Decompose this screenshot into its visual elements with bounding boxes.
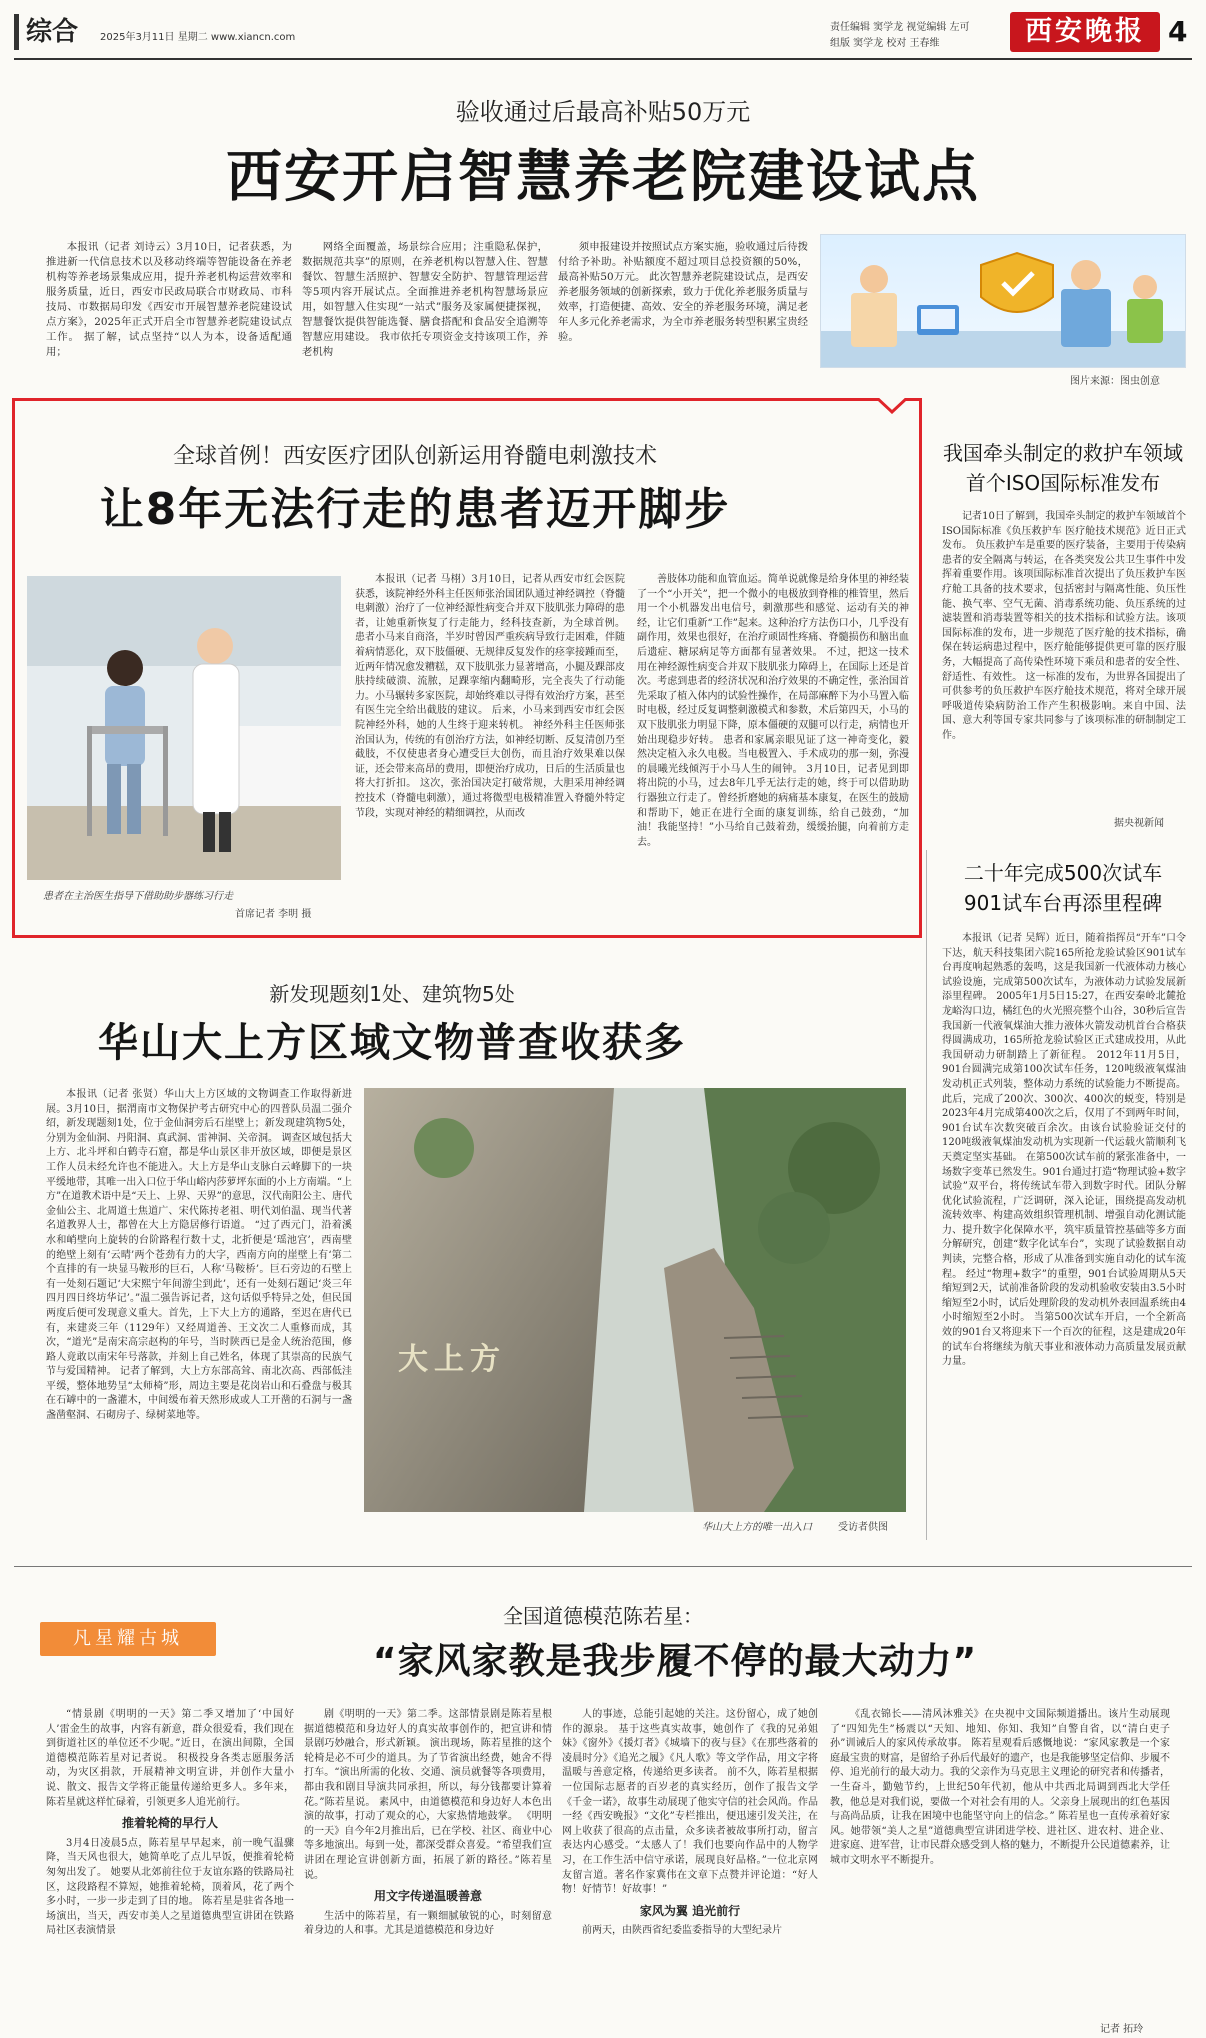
corner-chevron-icon [877, 398, 907, 414]
story6-col4: 《乱衣锦长——清风沐雅关》在央视中文国际频道播出。该片生动展现了“四知先生”杨震以“天知、地知、你知、我知”自警自省，以“清白吏子孙”训诫后人的家风传承故事。 陈若星观看后感慨地说：“家风家教是一个家庭最宝贵的财富，是留给子孙后代最好的遗产，也是我能够坚定信仰、步履不停、追光前行的最大动力。我的父亲作为马克思主义理论的研究者和传播者，一生奋斗，勤勉节约，上世纪50年代初，他从中共西北局调到西北大学任教，他总是对我们说，要做一个对社会有用的人。父亲身上展现出的红色基因与高尚品质，让我在困境中也能坚守向上的信念。” 陈若星也一直传承着好家风。她带领“美人之星”道德典型宣讲团进学校、进社区、进农村、进企业、进家庭、进军营，让市民群众感受到人格的魅力，不断提升公民道德素养，让城市文明水平不断提升。 [830, 1709, 1170, 1866]
story1-col3: 须申报建设并按照试点方案实施，验收通过后待拨付给予补助。补贴额度不超过项目总投资额的50%，最高补贴50万元。 此次智慧养老院建设试点，是西安养老服务领域的创新探索，致力于优化养老服务质量与效率，打造便捷、高效、安全的养老服务环境，满足老年人多元化养老需求，为全市养老服务转型积累宝贵经验。 [558, 241, 808, 343]
story3-body: 记者10日了解到，我国牵头制定的救护车领域首个ISO国际标准《负压救护车 医疗舱技术规范》近日正式发布。 负压救护车是重要的医疗装备，主要用于传染病患者的安全隔离与转运，在各类突发公共卫生事件中发挥着重要作用。该项国际标准首次提出了负压救护车医疗舱工具备的技术要求，包括密封与隔离性能、负压性能、换气率、空气无菌、消毒系统功能、负压系统的过滤装置和消毒装置等相关的技术指标和试验方法。该项国际标准的发布，进一步规范了医疗舱的技术指标，确保在转运病患过程中，医疗舱能够提供更可靠的医疗服务，大幅提高了高传染性环境下乘员和患者的安全性、舒适性、有效性。 这一标准的发布，为世界各国提出了可供参考的负压救护车医疗舱技术规范，将对全球开展呼吸道传染病防治工作产生积极影响。来自中国、法国、意大利等国专家共同参与了该项标准的研制制定工作。 [942, 511, 1186, 741]
story2-col1: 本报讯（记者 马栩）3月10日，记者从西安市红会医院获悉，该院神经外科主任医师张治国团队通过神经调控（脊髓电刺激）治疗了一位神经源性病变合并双下肢肌张力障碍的患者，让她重新恢复了行走能力，经科技查新，为全球首例。 患者小马来自商洛，半岁时曾因严重疾病导致行走困难，伴随着病情恶化，双下肢僵硬、无规律反复发作的痉挛接踵而至，近两年情况愈发糟糕，双下肢肌张力显著增高，小腿及踝部皮肤持续破溃、流脓，足踝挛缩内翻畸形，完全丧失了行动能力。小马辗转多家医院，却始终难以寻得有效治疗方案，甚至有医生完全给出截肢的建议。 后来，小马来到西安市红会医院神经外科，她的人生终于迎来转机。 神经外科主任医师张治国认为，传统的有创治疗方法，如神经切断、反复清创乃至截肢，不仅使患者身心遭受巨大创伤，而且治疗效果难以保证，还会带来高昂的费用，即便治疗成功，日后的生活质量也将大打折扣。 这次，张治国决定打破常规，大胆采用神经调控技术（脊髓电刺激），通过将微型电极精准置入脊髓外特定节段，实现对神经的精细调控，从而改 [355, 574, 625, 819]
column-tag-label: 凡星耀古城 [73, 1628, 183, 1649]
story5-photo-overlay-text: 大上方 [398, 1342, 506, 1377]
section-divider-bottom [14, 1566, 1192, 1567]
page-number: 4 [1168, 15, 1188, 48]
story5-headline: 华山大上方区域文物普查收获多 [98, 1020, 686, 1066]
masthead-left-bar [14, 14, 19, 50]
patient-walking-photo-icon [27, 576, 341, 880]
story-ambulance-iso [934, 398, 1192, 838]
story3-headline: 我国牵头制定的救护车领域首个ISO国际标准发布 [943, 441, 1183, 495]
story-chen-ruoxing [0, 1570, 1206, 2038]
story-spinal-stimulation [12, 398, 922, 938]
story6-col1-subhead: 推着轮椅的早行人 [121, 1816, 218, 1831]
story1-col2: 网络全面覆盖，场景综合应用；注重隐私保护，数据规范共享”的原则，在养老机构以智慧入住、智慧餐饮、智慧生活照护、智慧安全防护、智慧管理运营等5项内容开展试点。全面推进养老机构智慧场景应用，如智慧入住实现“一站式”服务及家属便捷探视，智慧餐饮提供智能选餐、膳食搭配和食品安全追溯等智慧应用建设。 我市依托专项资金支持该项工作，养老机构 [302, 241, 548, 358]
story6-subhead: 全国道德模范陈若星： [503, 1604, 703, 1628]
story4-body: 本报讯（记者 吴辉）近日，随着指挥员“开车”口令下达，航天科技集团六院165所抢龙验试验区901试车台再度响起熟悉的轰鸣，这是我国新一代液体动力核心试验设施，完成第500次试车，为液体动力试验发展新添里程碑。 2005年1月5日15:27，在西安秦岭北麓抢龙峪沟口边，橘红色的火光照亮整个山谷，30秒后宣告我国新一代液氧煤油大推力液体火箭发动机首台合格获得圆满成功，165所抢龙验试验区正式建成投用，从此我国研动力研制踏上了新征程。 2012年11月5日，901台圆满完成第100次试车任务，120吨级液氧煤油发动机正式列装，整体动力系统的试验能力不断提高。此后，完成了200次、300次、400次的蜕变，特别是2023年4月完成第400次之后，仅用了不到两年时间，901台试车次数突破百余次。由该台试验验证交付的120吨级液氧煤油发动机为实现新一代运载火箭顺利飞天奠定坚实基础。 在第500次试车前的紧张准备中，一场数字变革已然发生。901台通过打造“物理试验+数字试验”双平台，将传统试车带入到数字时代。团队分解优化试验流程，广泛调研，深入论证，围绕提高发动机流转效率、构建高效组织管理机制、增强自动化测试能力、提升数字化保障水平，筑牢质量管控基础等多方面分解研究，创建“数字化试车台”，实现了试验数据自动判读，完整合格，形成了从准备到实施自动化的试车流程。 经过“物理+数字”的重塑，901台试验周期从5天缩短到2天，试前准备阶段的发动机验收安装由3.5小时缩短至2小时，试后处理阶段的发动机外表回温系统由4小时缩短至2小时。 当第500次试车开启，一个全新高效的901台又将迎来下一个百次的征程，这是建成20年的试车台将继续为航天事业和液体动力高质量发展贡献力量。 [942, 933, 1186, 1368]
story1-col1: 本报讯（记者 刘诗云）3月10日，记者获悉，为推进新一代信息技术以及移动终端等智能设备在养老机构等养老场景集成应用，提升养老机构运营效率和服务质量，近日，西安市民政局联合市财政局、市科技局、市数据局印发《西安市开展智慧养老院建设试点方案》，2025年正式开启全市智慧养老院建设试点工作。 据了解，试点坚持“以人为本，设备适配通用； [46, 241, 292, 358]
story5-photo [364, 1088, 906, 1512]
elderly-care-illustration-icon [821, 235, 1186, 368]
dateline: 2025年3月11日 星期二 www.xiancn.com [100, 32, 296, 43]
story2-photo-caption: 患者在主治医生指导下借助助步器练习行走 [43, 891, 233, 902]
story2-subhead: 全球首例！西安医疗团队创新运用脊髓电刺激技术 [172, 444, 657, 469]
story1-headline: 西安开启智慧养老院建设试点 [226, 145, 980, 210]
column-tag [40, 1622, 216, 1656]
section-name: 综合 [26, 17, 79, 47]
story6-col2-subhead: 用文字传递温暖善意 [373, 1889, 482, 1904]
story6-col1: “情景剧《明明的一天》第二季又增加了‘中国好人’雷金生的故事，内容有新意，群众很爱看，我们现在到街道社区的单位还不少呢。”近日，在演出间隙，全国道德模范陈若星对记者说。 积极投身各类志愿服务活动，为灾区捐款，开展精神文明宣讲，并创作大量小说、散文、报告文学将正能量传递给更多人。多年来，陈若星就这样忙碌着，引领更多人追光前行。 推着轮椅的早行人 3月4日凌晨5点，陈若星早早起来，前一晚气温骤降，当天风也很大，她简单吃了点儿早饭，便推着轮椅匆匆出发了。 她要从北郊前往位于友谊东路的铁路局社区，这段路程不算短，她推着轮椅，顶着风，花了两个多小时，一步一步走到了目的地。 陈若星是驻省各地一场演出，当天，西安市美人之星道德典型宣讲团在铁路局社区表演情景 [46, 1709, 294, 1937]
masthead-rule [14, 58, 1192, 60]
story1-image-credit: 图片来源：图虫创意 [1070, 376, 1160, 387]
brand-name: 西安晚报 [1025, 16, 1145, 47]
story5-col1: 本报讯（记者 张贤）华山大上方区域的文物调查工作取得新进展。3月10日，据渭南市文物保护考古研究中心的四普队员温二强介绍，新发现题刻1处，位于金仙洞旁后石崖壁上；新发现建筑物5处，分别为金仙洞、丹阳洞、真武洞、雷神洞、关帝洞。 调查区域包括大上方、北斗坪和白鹤寺石窟，都是华山景区非开放区域，即便是景区工作人员未经允许也不能进入。大上方是华山支脉白云峰脚下的一块平缓地带，其唯一出入口位于华山峪内莎萝坪东面的小上方南端。“上方”在道教术语中是“天上、上界、天界”的意思，汉代南阳公主、唐代金仙公主、北周道士焦道广、宋代陈抟老祖、明代刘伯温、现当代著名道教界人士，都曾在大上方隐居修行语道。 “过了西元门，沿着溪水和峭壁向上旋转的台阶路程行数十丈，北折便是‘瑶池宫’，西南壁的绝壁上刻有‘云晴’两个苍劲有力的大字，西南方向的崖壁上有‘第二个直排的有一块显马鞍形的巨石，人称‘马鞍桥’。巨石旁边的石壁上有一处刻石题记‘大宋熙宁年间游尘到此’，还有一处刻石题记‘炎三年四月四日终坊华记’。”温二强告诉记者，这句话似乎特异之处，但民国两度后便可发现意义重大。首先，上下大上方的通路，至迟在唐代已有，来建炎三年（1129年）又经周道善、王文次二人重修而成，其次，“道光”是南宋高宗赵构的年号，当时陕西已是金人统治范围，修路人竟敢以南宋年号落款，并刻上自己姓名，体现了其崇高的民族气节与爱国精神。 记者了解到，大上方东部高耸、南北次高、西部低洼平缓，整体地势呈“太师椅”形，周边主要是花岗岩山和石叠盘与极其在石罅中的一盏灌木，中间缓布着天然形成或人工开凿的石洞与一盏盏凿壑洞、石砌房子、绿树菜地等。 [46, 1089, 352, 1422]
story-huashan-survey [12, 948, 922, 1548]
brand-logo [1010, 12, 1160, 52]
story2-photo-credit: 首席记者 李明 摄 [235, 909, 312, 920]
story1-subhead: 验收通过后最高补贴50万元 [455, 98, 751, 126]
story-test-stand-901 [934, 850, 1192, 1560]
story2-col2: 善肢体功能和血管血运。简单说就像是给身体里的神经装了一个“小开关”，把一个微小的电极放到脊椎的椎管里，然后用一个小机器发出电信号，刺激那些和感觉、运动有关的神经，让它们重新“工作”起来。这种治疗方法伤口小，几乎没有副作用，效果也很好，在治疗顽固性疼痛、脊髓损伤和脑出血后遗症、糖尿病足等方面都有显著效果。 不过，把这一技术用在神经源性病变合并双下肢肌张力障碍上，在国际上还是首次。考虑到患者的经济状况和治疗效果的不确定性，张治国首先采取了植入体内的试验性操作，在局部麻醉下为小马置入临时电极，经过反复调整刺激模式和参数，术后第四天，小马的双下肢肌张力明显下降，原本僵硬的双腿可以行走，病情也开始出现稳步好转。 患者和家属亲眼见证了这一神奇变化，毅然决定植入永久电极。当电极置入、手术成功的那一刻，弥漫的晨曦光线倾泻于小马人生的闹钟。 3月10日，记者见到即将出院的小马，过去8年几乎无法行走的她，终于可以借助助行器独立行走了。曾经折磨她的病痛基本康复，在医生的鼓励和帮助下，她正在进行全面的康复训练，给自己鼓劲，“加油！我能坚持！”小马给自己鼓着劲，缓缓抬腿，向着前方走去。 [637, 574, 909, 848]
story6-credit: 记者 拓玲 [1100, 2024, 1144, 2035]
column-divider-right [926, 850, 927, 1540]
story6-col3: 人的事迹，总能引起她的关注。这份留心，成了她创作的源泉。 基于这些真实故事，她创作了《我的兄弟姐妹》《窗外》《援灯者》《城墙下的夜与昼》《在那些落着的凌晨时分》《追光之履》《凡人歌》等文学作品，用文字将温暖与善意定格，传递给更多读者。 前不久，陈若星根据一位国际志愿者的百岁老的真实经历，创作了报告文学《千金一诺》，故事生动展现了他实守信的社会风尚。作品一经《西安晚报》“文化”专栏推出，便迅速引发关注，在网上收获了很高的点击量，众多读者被故事所打动，留言表达内心感受。“太感人了！我们也要向作品中的人物学习，在工作生活中信守承诺，展现良好品格。”一位北京网友留言道。著名作家冀伟在文章下点赞并评论道：“好人物！好情节！好故事！” 家风为翼 追光前行 前两天，由陕西省纪委监委指导的大型纪录片 [562, 1709, 818, 1937]
story5-subhead: 新发现题刻1处、建筑物5处 [269, 982, 515, 1006]
huashan-cliff-photo-icon [364, 1088, 906, 1512]
story1-illustration [820, 234, 1186, 368]
story3-credit: 据央视新闻 [1114, 818, 1164, 829]
story5-photo-caption: 华山大上方的唯一出入口 [702, 1522, 812, 1533]
story2-headline: 让8年无法行走的患者迈开脚步 [99, 484, 731, 535]
story5-photo-credit: 受访者供图 [838, 1522, 888, 1533]
masthead [0, 0, 1206, 62]
story4-headline: 二十年完成500次试车 901试车台再添里程碑 [963, 861, 1163, 915]
story-smart-elderly-care [0, 62, 1206, 392]
editors-line-1: 责任编辑 窦学龙 视觉编辑 左可 [830, 22, 970, 33]
story6-headline: “家风家教是我步履不停的最大动力” [372, 1641, 978, 1682]
story2-photo [27, 576, 341, 880]
story6-col3-subhead: 家风为翼 追光前行 [639, 1903, 741, 1918]
story6-col2: 剧《明明的一天》第二季。这部情景剧是陈若星根据道德模范和身边好人的真实故事创作的，把宣讲和情景剧巧妙融合，形式新颖。 演出现场，陈若星推的这个轮椅是必不可少的道具。为了节省演出经费，她舍不得打车。“演出所需的化妆、交通、演员就餐等各项费用，都由我和剧目导演共同承担，所以，每分钱都要计算着花。”陈若星说。 素风中，由道德模范和身边好人本色出演的故事，打动了观众的心，大家热情地鼓掌。 《明明的一天》自今年2月推出后，已在学校、社区、商业中心等多地演出。每到一处，都深受群众喜爱。“希望我们宣讲团在理论宣讲创新方面，拓展了新的路径。”陈若星说。 用文字传递温暖善意 生活中的陈若星，有一颗细腻敏锐的心，时刻留意着身边的人和事。尤其是道德模范和身边好 [304, 1709, 552, 1937]
editors-line-2: 组版 窦学龙 校对 王春维 [830, 38, 940, 49]
